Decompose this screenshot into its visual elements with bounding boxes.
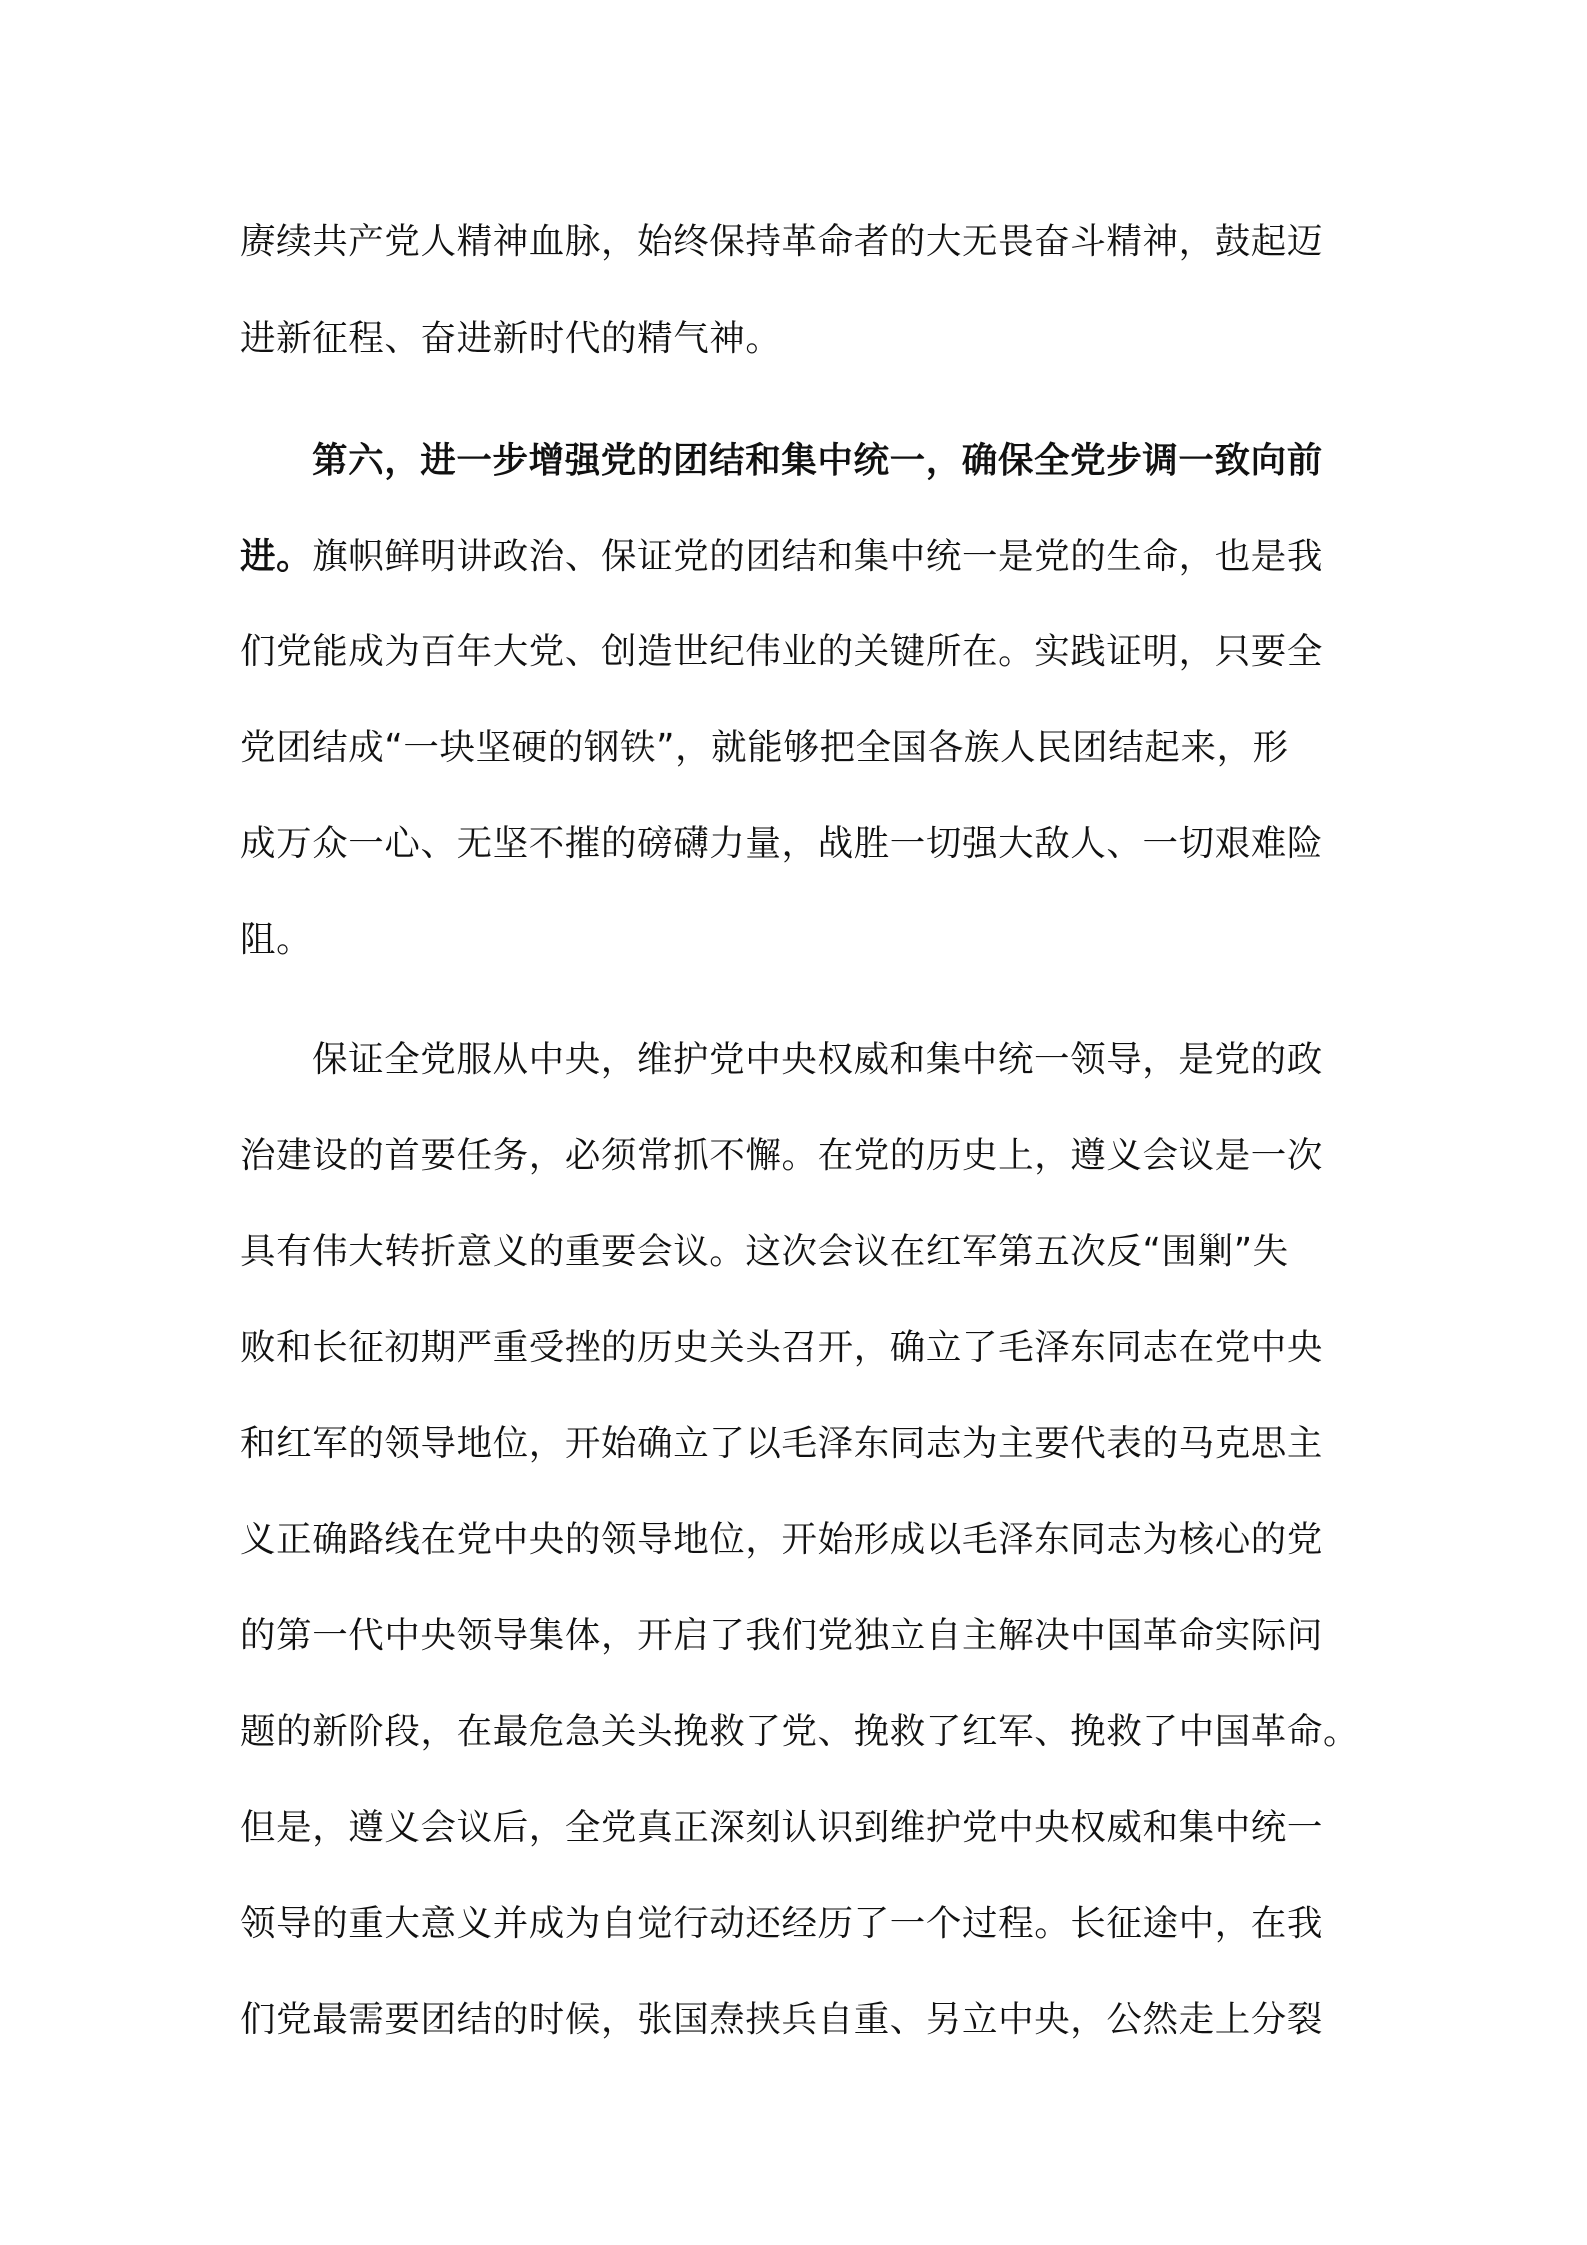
paragraph-3-line-3: 具有伟大转折意义的重要会议。这次会议在红军第五次反“围剿”失: [240, 1231, 1289, 1272]
section-heading-end: 进。: [240, 536, 313, 577]
paragraph-2-line-2: [240, 527, 1323, 587]
paragraph-3-line-10: 领导的重大意义并成为自觉行动还经历了一个过程。长征途中，在我: [240, 1903, 1324, 1944]
paragraph-3-line-5: 和红军的领导地位，开始确立了以毛泽东同志为主要代表的马克思主: [240, 1423, 1324, 1464]
paragraph-2-line-6: 阻。: [240, 919, 313, 960]
paragraph-3-line-8: 题的新阶段，在最危急关头挽救了党、挽救了红军、挽救了中国革命。: [240, 1711, 1360, 1752]
paragraph-3-line-4: 败和长征初期严重受挫的历史关头召开，确立了毛泽东同志在党中央: [240, 1327, 1324, 1368]
paragraph-3-line-11: 们党最需要团结的时候，张国焘挟兵自重、另立中央，公然走上分裂: [240, 1999, 1324, 2040]
paragraph-2-line-4: 党团结成“一块坚硬的钢铁”，就能够把全国各族人民团结起来，形: [240, 727, 1289, 768]
paragraph-1-line-2: 进新征程、奋进新时代的精气神。: [240, 318, 782, 359]
paragraph-1-line-1: 赓续共产党人精神血脉，始终保持革命者的大无畏奋斗精神，鼓起迈: [240, 221, 1324, 262]
paragraph-2-line-5: 成万众一心、无坚不摧的磅礴力量，战胜一切强大敌人、一切艰难险: [240, 823, 1324, 864]
paragraph-3-line-6: 义正确路线在党中央的领导地位，开始形成以毛泽东同志为核心的党: [240, 1519, 1324, 1560]
paragraph-3-line-2: 治建设的首要任务，必须常抓不懈。在党的历史上，遵义会议是一次: [240, 1135, 1324, 1176]
section-heading-line-1: 第六，进一步增强党的团结和集中统一，确保全党步调一致向前: [312, 440, 1323, 481]
paragraph-2-line-2-text: 旗帜鲜明讲政治、保证党的团结和集中统一是党的生命，也是我: [312, 536, 1324, 577]
paragraph-3-line-9: 但是，遵义会议后，全党真正深刻认识到维护党中央权威和集中统一: [240, 1807, 1324, 1848]
paragraph-2-line-3: 们党能成为百年大党、创造世纪伟业的关键所在。实践证明，只要全: [240, 631, 1324, 672]
paragraph-3-line-7: 的第一代中央领导集体，开启了我们党独立自主解决中国革命实际问: [240, 1615, 1324, 1656]
paragraph-3-line-1: 保证全党服从中央，维护党中央权威和集中统一领导，是党的政: [312, 1039, 1323, 1080]
